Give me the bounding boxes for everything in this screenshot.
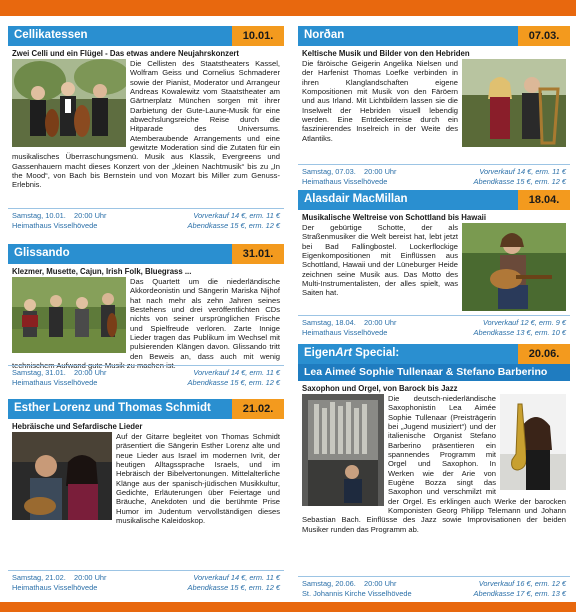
event-date: 07.03. — [518, 26, 570, 46]
presale-price: Vorverkauf 12 €, erm. 9 € — [482, 318, 566, 327]
event-footer — [298, 164, 570, 188]
event-nordan — [298, 26, 570, 198]
event-subtitle: Zwei Celli und ein Flügel - Das etwas andere Neujahrskonzert — [12, 49, 240, 58]
event-footer — [8, 365, 284, 389]
event-eigenart-special — [298, 344, 570, 598]
event-date: 31.01. — [232, 244, 284, 264]
event-venue: Heimathaus Visselhövede — [302, 176, 388, 186]
event-venue: Heimathaus Visselhövede — [12, 220, 98, 230]
event-time: 20:00 Uhr — [364, 579, 397, 588]
event-time: 20:00 Uhr — [364, 318, 397, 327]
presale-price: Vorverkauf 16 €, erm. 12 € — [478, 579, 566, 588]
event-lorenz-schmidt — [8, 399, 284, 594]
lorenz-schmidt-photo — [12, 432, 112, 520]
event-header — [298, 344, 570, 364]
presale-price: Vorverkauf 14 €, erm. 11 € — [193, 211, 280, 220]
event-description: Die Cellisten des Staatstheaters Kassel, Wolfram Geiss und Cornelius Schmaderer sowie der Pianist, Moderator und Arrangeur Andreas Kowalewitz vom Staatstheater am Gärtnerplatz München sorgen mit ihrer Darbietung der Gute-Laune-Musik für eine abwechslungsreiche Reise durch die Hitparade des Universums. Atemberaubende Arrangements und eine gewitzte Moderation sind die Zutaten für ein musikalisches Überraschungsmenü. Musik aus Klassik, Evergreens und Gassenhauern macht dieses Konzert von der „kleinen Nachtmusik“ bis zu „In the Mood“, von Bach bis Bernstein und von Mozart bis Miller zum Genuss-Erlebnis. — [12, 59, 280, 190]
event-day: Samstag, 18.04. — [302, 318, 356, 327]
cellikatessen-photo — [12, 59, 126, 147]
event-subtitle: Klezmer, Musette, Cajun, Irish Folk, Bluegrass ... — [12, 267, 192, 276]
presale-price: Vorverkauf 14 €, erm. 11 € — [193, 368, 280, 377]
event-subtitle: Saxophon und Orgel, von Barock bis Jazz — [302, 384, 458, 393]
event-date: 21.02. — [232, 399, 284, 419]
event-venue: St. Johannis Kirche Visselhövede — [302, 588, 412, 598]
event-title: Norðan — [304, 29, 345, 41]
event-title: Cellikatessen — [14, 29, 88, 41]
event-time: 20:00 Uhr — [74, 211, 107, 220]
event-time: 20:00 Uhr — [74, 573, 107, 582]
event-description: Die färöische Geigerin Angelika Nielsen und der Harfenist Thomas Loefke verbinden in ihren Klanglandschaften eigene Kompositionen mit Musik von den Färöern und aus Irland. Mit Lichtbildern lassen sie die Inselwelt der Hebriden visuell lebendig werden. Eine Entdeckerreise durch ein faszinierendes Inselreich in der Weite des Atlantiks. — [302, 59, 566, 143]
event-footer — [8, 570, 284, 594]
event-macmillan — [298, 190, 570, 350]
event-glissando — [8, 244, 284, 392]
event-description: Der gebürtige Schotte, der als Straßenmusiker die Welt bereist hat, lebt jetzt bei Bad Fallingbostel. Lockerflockige Eigenkompositionen mit Einflüssen aus Schottland, Hawaii und der Lüneburger Heide zeichnen seine Musik aus. Das Motto des Multi-Instrumentalisten, der alles spielt, was Saiten hat. — [302, 223, 566, 298]
event-subtitle: Hebräische und Sefardische Lieder — [12, 422, 143, 431]
right-column — [298, 18, 570, 598]
boxoffice-price: Abendkasse 13 €, erm. 10 € — [473, 327, 566, 337]
event-time: 20:00 Uhr — [364, 167, 397, 176]
saxophone-photo — [500, 394, 566, 490]
event-day: Samstag, 21.02. — [12, 573, 66, 582]
boxoffice-price: Abendkasse 15 €, erm. 12 € — [187, 377, 280, 387]
macmillan-photo — [462, 223, 566, 311]
presale-price: Vorverkauf 14 €, erm. 11 € — [479, 167, 566, 176]
event-header — [298, 190, 570, 210]
event-footer — [298, 315, 570, 339]
boxoffice-price: Abendkasse 15 €, erm. 12 € — [187, 220, 280, 230]
event-title: Alasdair MacMillan — [304, 193, 408, 205]
event-header — [8, 26, 284, 46]
top-accent-bar — [0, 0, 576, 16]
event-description: Die deutsch-niederländische Saxophonistin Lea Aimée Sophie Tullenaar (Preisträgerin bei „Jugend musiziert“) und der italienische Organist Stefano Barberino präsentieren ein spannendes Programm mit Orgel und Saxophon. In Werken wie der Arie von Eugène Bozza singt das Saxophon und verschmilzt mit der Orgel. Es erklingen auch Werke der barocken Komponisten Georg Philipp Telemann und Johann Sebastian Bach. Einflüsse des Jazz sowie Improvisationen der beiden Musiker runden das Programm ab. — [302, 394, 566, 534]
presale-price: Vorverkauf 14 €, erm. 11 € — [193, 573, 280, 582]
event-footer — [8, 208, 284, 232]
special-title: Lea Aimeé Sophie Tullenaar & Stefano Barberino — [298, 364, 570, 381]
event-day: Samstag, 10.01. — [12, 211, 66, 220]
glissando-photo — [12, 277, 126, 353]
nordan-photo — [462, 59, 566, 147]
bottom-accent-bar — [0, 602, 576, 612]
event-title: Glissando — [14, 247, 70, 259]
event-venue: Heimathaus Visselhövede — [12, 377, 98, 387]
left-column — [8, 18, 284, 598]
event-date: 10.01. — [232, 26, 284, 46]
event-title: Esther Lorenz und Thomas Schmidt — [14, 402, 211, 414]
boxoffice-price: Abendkasse 17 €, erm. 13 € — [473, 588, 566, 598]
event-cellikatessen — [8, 26, 284, 236]
event-footer — [298, 576, 570, 600]
event-venue: Heimathaus Visselhövede — [302, 327, 388, 337]
event-description: Das Quartett um die niederländische Akkordeonistin und Sängerin Mariska Nijhof hat nach mehr als zehn Jahren seines Bestehens und drei veröffentlichten CDs nichts von seiner ursprünglichen Frische und Spielfreude verloren. Zarte Innige Lieder tragen das Publikum im Wechsel mit pulsierenden Klängen davon. Glissando tritt den Beweis an, dass auch mit wenig technischem Aufwand gute Musik zu machen ist. — [12, 277, 280, 371]
event-day: Samstag, 07.03. — [302, 167, 356, 176]
event-header — [8, 244, 284, 264]
event-header — [8, 399, 284, 419]
special-label: EigenArt Special: — [304, 347, 400, 359]
event-day: Samstag, 31.01. — [12, 368, 66, 377]
event-header — [298, 26, 570, 46]
event-subtitle: Musikalische Weltreise von Schottland bis Hawaii — [302, 213, 487, 222]
event-venue: Heimathaus Visselhövede — [12, 582, 98, 592]
event-date: 18.04. — [518, 190, 570, 210]
event-date: 20.06. — [518, 344, 570, 364]
event-description: Auf der Gitarre begleitet von Thomas Schmidt präsentiert die Sängerin Esther Lorenz alte und neue Lieder aus Israel im modernen Ivrit, der heutigen Alltagssprache Israels, und im Hebräisch der Bibelvertonungen. Mittelalterliche Klänge aus der spanisch-jüdischen Musikkultur, Gedichte, Erläuterungen über Feiertage und Bräuche, Anekdoten und die berühmte Prise Humor im Judentum vervollständigen dieses musikalische Kaleidoskop. — [12, 432, 280, 525]
event-subtitle: Keltische Musik und Bilder von den Hebriden — [302, 49, 470, 58]
boxoffice-price: Abendkasse 15 €, erm. 12 € — [187, 582, 280, 592]
event-time: 20:00 Uhr — [74, 368, 107, 377]
boxoffice-price: Abendkasse 15 €, erm. 12 € — [473, 176, 566, 186]
organ-photo — [302, 394, 384, 506]
event-day: Samstag, 20.06. — [302, 579, 356, 588]
